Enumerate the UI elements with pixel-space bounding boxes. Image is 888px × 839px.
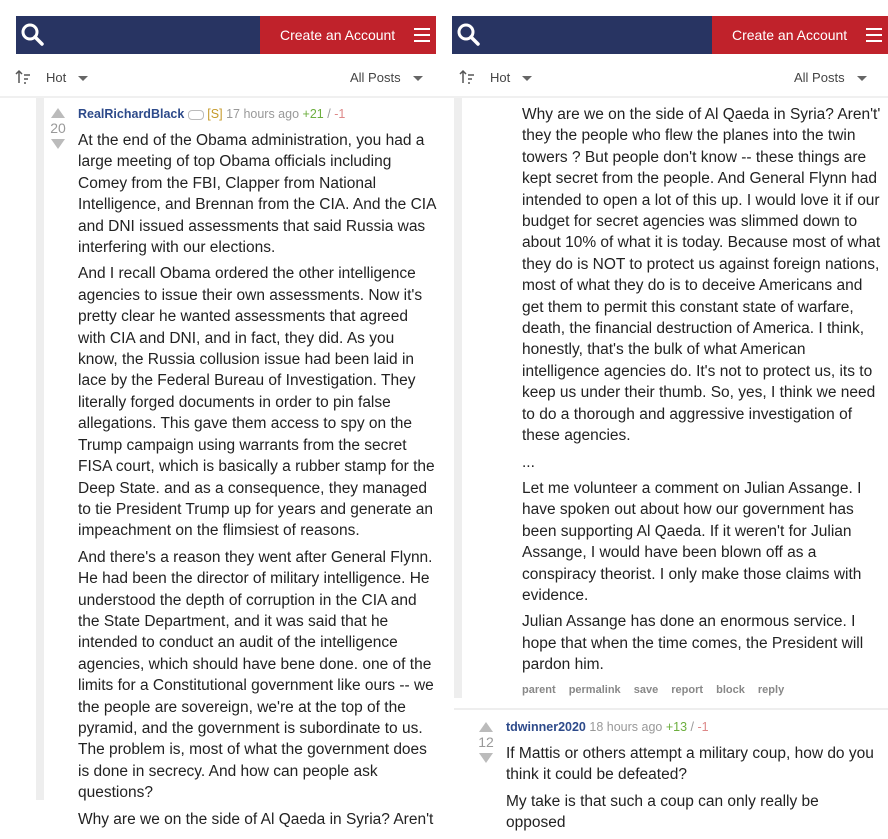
comment-meta: [506, 720, 709, 734]
sort-icon[interactable]: [16, 70, 30, 84]
comment-paragraph: My take is that such a coup can only really be opposed: [506, 792, 819, 832]
comment-paragraph: And there's a reason they went after General Flynn. He had been the director of military intelligence. He understood the depth of corruption in the CIA and the State Department, and it was said that he intended to conduct an audit of the intelligence agencies, which should have bene done. one of the limits for a Constitutional government like ours -- we the people are sovereign, we're at the top of the pyramid, and the government is subordinate to us. The problem is, most of what the government does is done in secrecy. And how can people ask questions?: [78, 548, 434, 802]
vote-separator: /: [690, 720, 695, 734]
search-icon[interactable]: [18, 20, 48, 50]
vote-separator: /: [327, 107, 331, 121]
create-account-label: Create an Account: [280, 27, 396, 43]
report-link[interactable]: report: [671, 684, 704, 696]
sort-bar: [444, 62, 888, 94]
comment-paragraph: At the end of the Obama administration, you had a large meeting of top Obama officials including Comey from the FBI, Clapper from National Intelligence, and Brennan from the CIA. And the CIA and DNI issued assessments that said Russia was interfering with our elections.: [78, 132, 436, 257]
upvote-count: +21: [302, 107, 324, 121]
downvote-icon[interactable]: [51, 139, 65, 149]
downvote-icon[interactable]: [479, 753, 493, 763]
timestamp: 18 hours ago: [589, 720, 663, 734]
downvote-count: -1: [334, 107, 346, 121]
divider: [444, 96, 888, 98]
comment-paragraph: If Mattis or others attempt a military coup, how do you think it could be defeated?: [506, 745, 874, 784]
flair: [S]: [207, 107, 223, 121]
score: 12: [478, 734, 494, 750]
chevron-down-icon: [78, 76, 88, 81]
chevron-down-icon: [413, 76, 423, 81]
hamburger-menu-icon[interactable]: [866, 28, 882, 42]
author-link[interactable]: tdwinner2020: [506, 720, 586, 734]
upvote-count: +13: [665, 720, 688, 734]
reply-link[interactable]: reply: [757, 684, 785, 696]
comment-meta: [78, 107, 345, 121]
all-posts-dropdown[interactable]: All Posts: [794, 70, 867, 85]
comment-divider: [454, 708, 888, 710]
divider: [0, 96, 444, 98]
right-panel: [444, 0, 888, 832]
vote-widget: [48, 108, 68, 149]
downvote-count: -1: [697, 720, 709, 734]
top-bar: [16, 16, 436, 54]
left-panel: [0, 0, 444, 828]
vote-widget: [476, 722, 496, 763]
permalink-link[interactable]: permalink: [568, 684, 621, 696]
comment-paragraph: Why are we on the side of Al Qaeda in Syria? Aren't: [78, 810, 434, 828]
thread-gutter: [36, 98, 44, 800]
search-icon[interactable]: [454, 20, 484, 50]
comment-paragraph: And I recall Obama ordered the other intelligence agencies to issue their own assessments. Now it's pretty clear he wanted assessments that agreed with CIA and DNI, and in fact, they did. As you know, the Russia collusion issue had been laid in lace by the Federal Bureau of Investigation. They literally forged documents in order to pin false allegations. This gave them access to spy on the Trump campaign using warrants from the secret FISA court, which is basically a rubber stamp for the Deep State. and as a consequence, they managed to tie President Trump up for years and generate an impeachment on the flimsiest of reasons.: [78, 265, 435, 540]
comment-paragraph: ...: [522, 453, 535, 471]
chevron-down-icon: [857, 76, 867, 81]
sort-hot-dropdown[interactable]: Hot: [46, 70, 88, 85]
thread-gutter: [454, 98, 462, 698]
save-link[interactable]: save: [633, 684, 659, 696]
comment-actions: [522, 684, 794, 696]
sort-hot-dropdown[interactable]: Hot: [490, 70, 532, 85]
chevron-down-icon: [522, 76, 532, 81]
comment-body: [78, 130, 438, 835]
comment-paragraph: Julian Assange has done an enormous service. I hope that when the time comes, the President will pardon him.: [522, 613, 864, 674]
top-bar: [452, 16, 888, 54]
badge-icon: [188, 110, 204, 120]
comment-body: [506, 743, 882, 839]
upvote-icon[interactable]: [479, 722, 493, 732]
comment-paragraph: Let me volunteer a comment on Julian Assange. I have spoken out about how our government has been supporting Al Qaeda. If it weren't for Julian Assange, I would have been blown off as a conspiracy theorist. I only make those claims with evidence.: [522, 479, 862, 604]
timestamp: 17 hours ago: [226, 107, 300, 121]
hamburger-menu-icon[interactable]: [414, 28, 430, 42]
block-link[interactable]: block: [716, 684, 745, 696]
sort-bar: [0, 62, 444, 94]
create-account-label: Create an Account: [732, 27, 848, 43]
score: 20: [50, 120, 66, 136]
upvote-icon[interactable]: [51, 108, 65, 118]
sort-icon[interactable]: [460, 70, 474, 84]
all-posts-dropdown[interactable]: All Posts: [350, 70, 423, 85]
author-link[interactable]: RealRichardBlack: [78, 107, 185, 121]
comment-paragraph: Why are we on the side of Al Qaeda in Syria? Aren't' they the people who flew the planes into the twin towers ? But people don't know -- these things are kept secret from the people. And General Flynn had intended to open a lot of this up. I would love it if our budget for secret agencies was slimmed down to about 10% of what it is today. Because most of what they do is NOT to protect us against foreign nations, most of what they do is to deceive Americans and get them to permit this constant state of warfare, death, the financial destruction of America. I think, honestly, that's the bulk of what American intelligence agencies do. It's not to protect us, its to keep us under their thumb. So, yes, I think we need to do a thorough and aggressive investigation of these agencies.: [522, 106, 881, 445]
parent-link[interactable]: parent: [522, 684, 556, 696]
create-account-button[interactable]: [260, 16, 436, 54]
create-account-button[interactable]: [712, 16, 888, 54]
comment-body-continued: [522, 104, 882, 681]
